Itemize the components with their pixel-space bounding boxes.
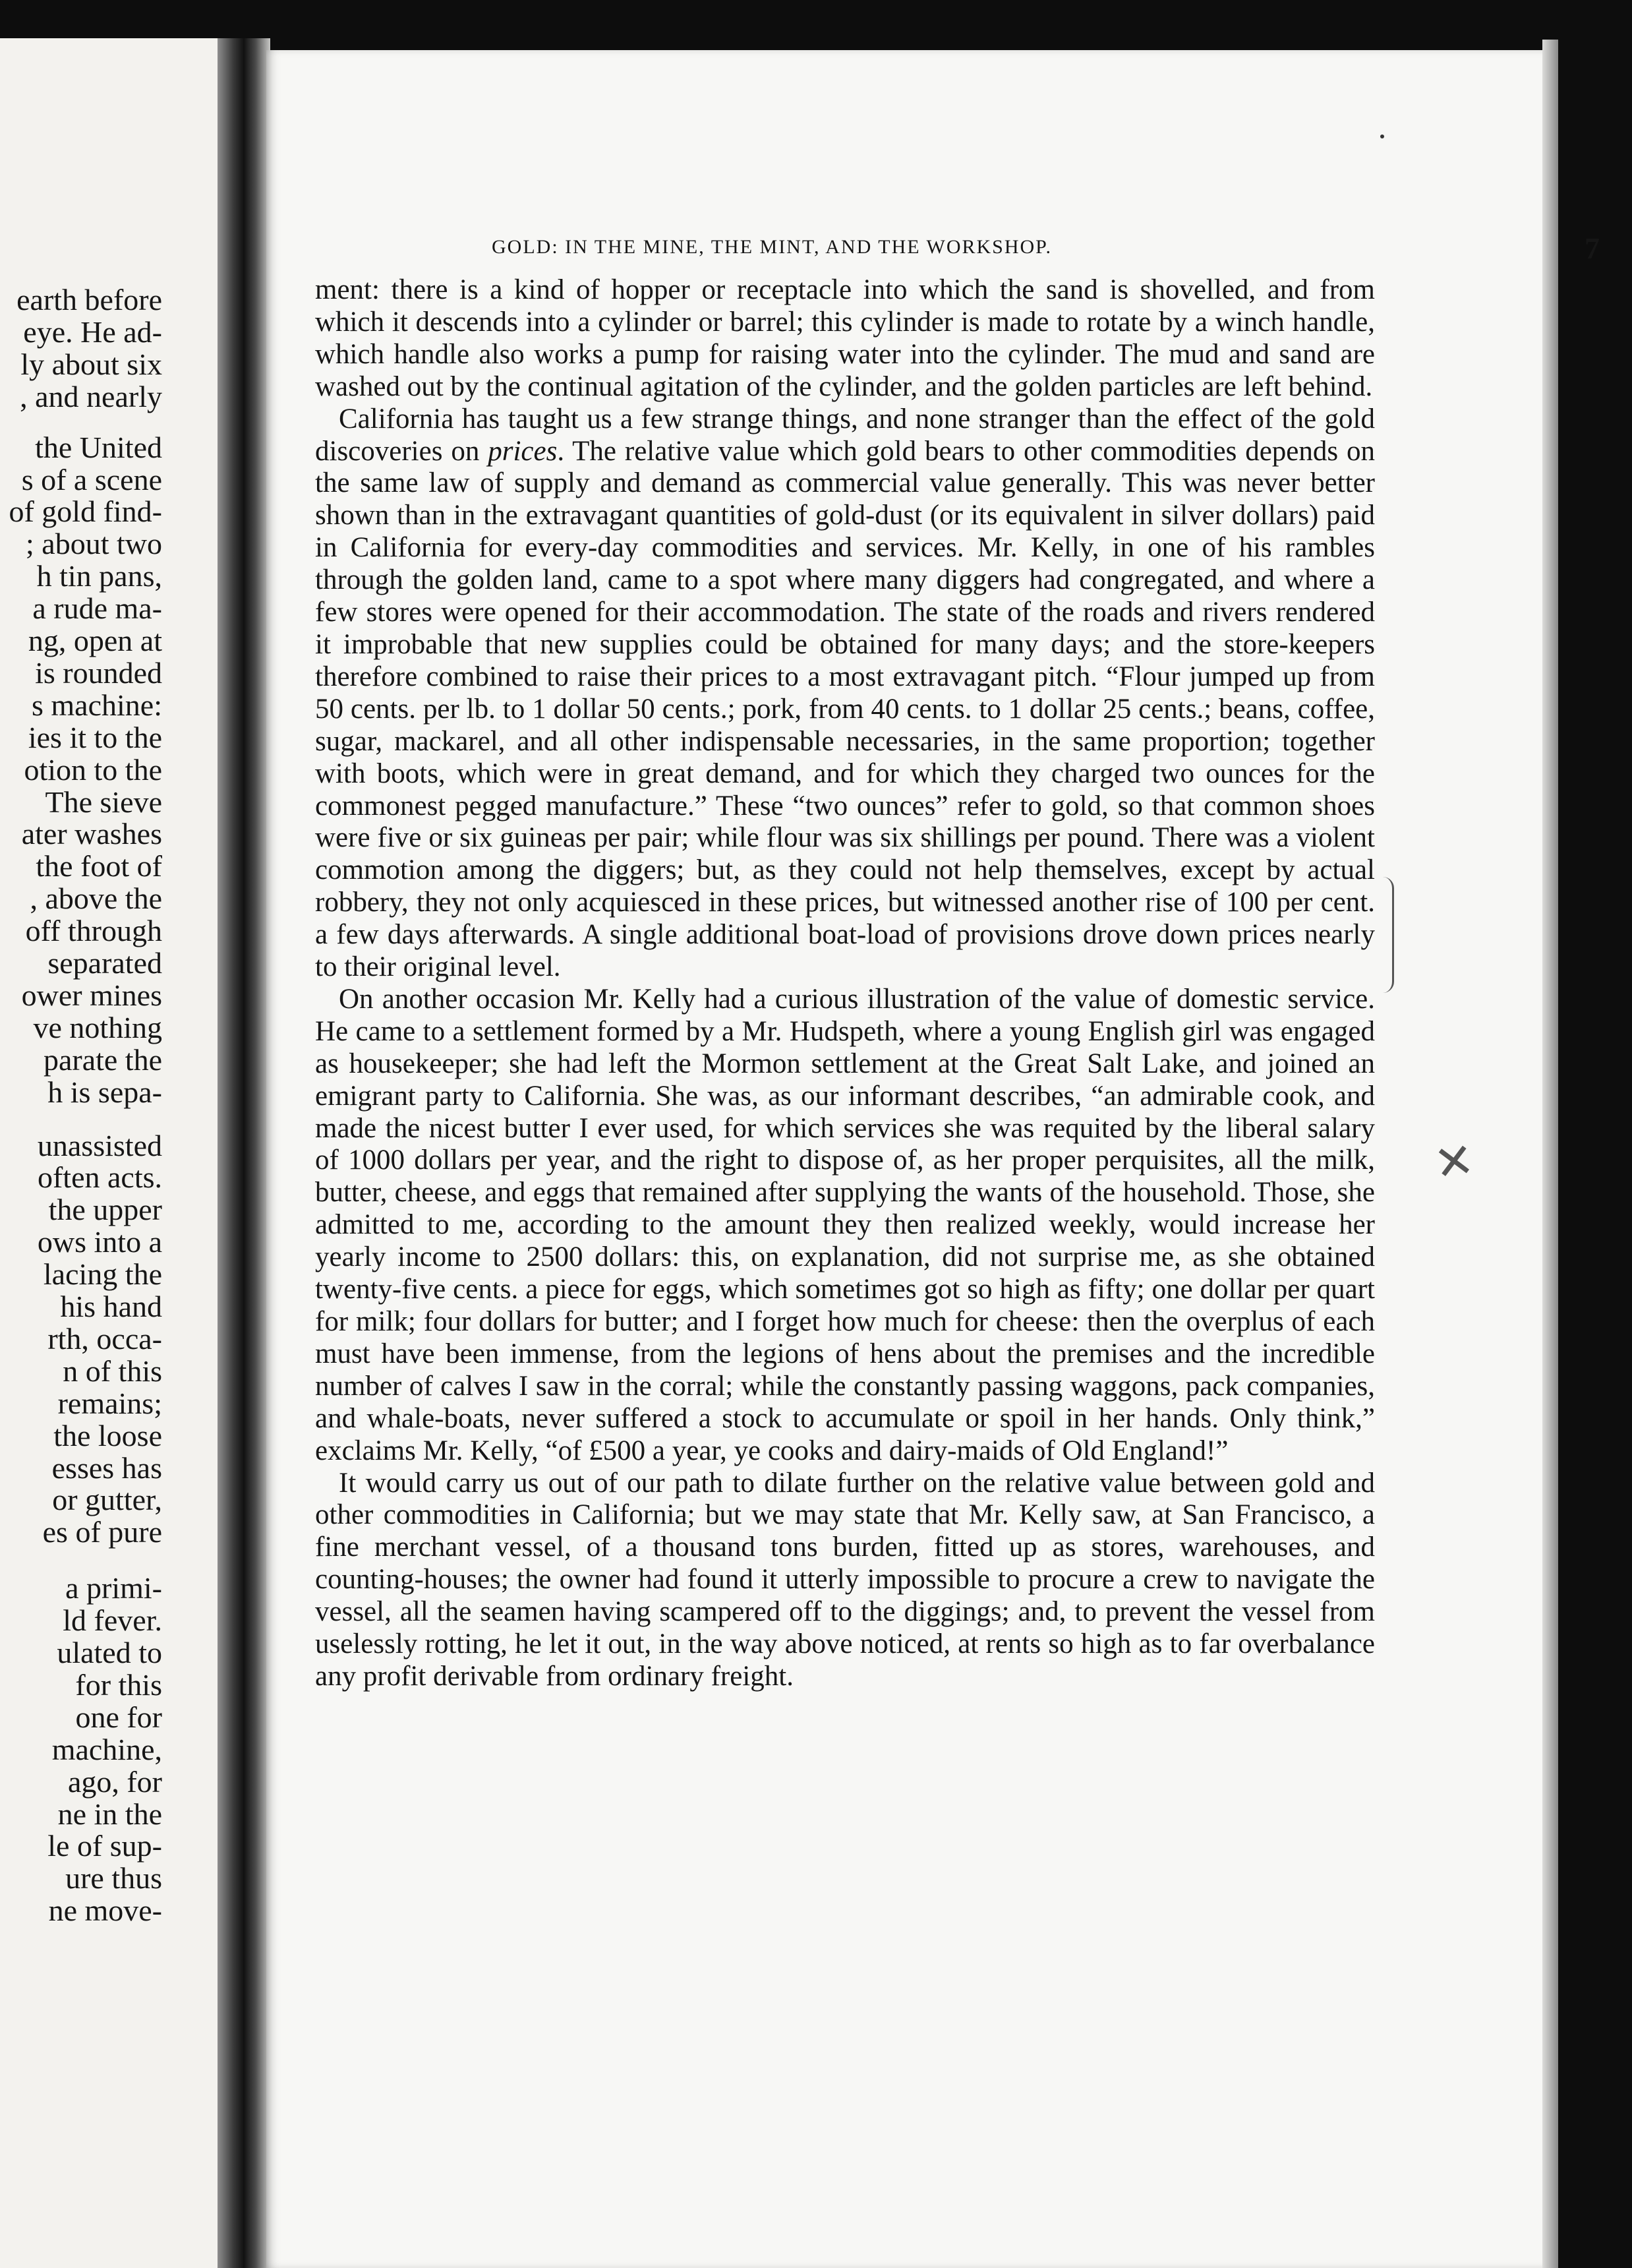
paragraph: California has taught us a few strange things, and none stranger than the effect of the gold discoveries on prices. The relative value which gold bears to other commodities depends on the same law of supply and demand as commercial value generally. This was never better shown than in the extravagant quantities of gold-dust (or its equivalent in silver dollars) paid in California for every-day commodities and services. Mr. Kelly, in one of his rambles through the golden land, came to a spot where many diggers had congregated, and where a few stores were opened for their accommodation. The state of the roads and rivers rendered it improbable that new supplies could be obtained for many days; and the store-keepers therefore combined to raise their prices to a most extravagant pitch. “Flour jumped up from 50 cents. per lb. to 1 dollar 50 cents.; pork, from 40 cents. to 1 dollar 25 cents.; beans, coffee, sugar, mackarel, and all other indispensable necessaries, in the same proportion; together with boots, which were in great demand, and for which they charged two ounces for the commonest pegged manufacture.” These “two ounces” refer to gold, so that common shoes were five or six guineas per pair; while flour was six shillings per pound. There was a violent commotion among the diggers; but, as they could not help themselves, except by actual robbery, they not only acquiesced in these prices, but witnessed another rise of 100 per cent. a few days afterwards. A single additional boat-load of provisions drove down prices nearly to their original level. [315,403,1375,983]
left-page-line: the upper [48,1193,162,1227]
left-page-line: rth, occa- [47,1321,162,1356]
left-page-line: off through [25,914,162,948]
left-page-line: remains; [57,1386,162,1420]
left-page-line: his hand [60,1290,162,1323]
left-page-line: n of this [63,1354,162,1388]
left-page-line: machine, [51,1732,162,1766]
left-page-line: h is sepa- [47,1075,162,1109]
left-page-line: of gold find- [9,494,162,529]
left-page-line: ater washes [21,817,162,851]
left-page-line: ld fever. [63,1603,162,1638]
margin-cross-mark: ✕ [1430,1131,1478,1192]
paragraph: On another occasion Mr. Kelly had a curious illustration of the value of domestic service. He came to a settlement formed by a Mr. Hudspeth, where a young English girl was engaged as housekeeper; she had left the Mormon settlement at the Great Salt Lake, and joined an emigrant party to California. She was, as our informant describes, “an admirable cook, and made the nicest butter I ever used, for which services she was requited by the liberal salary of 1000 dollars per year, and the right to dispose of, as her proper perquisites, all the milk, butter, cheese, and eggs that remained after supplying the wants of the household. Those, she admitted to me, according to the amount they then realized weekly, would increase her yearly income to 2500 dollars: this, on explanation, did not surprise me, as she obtained twenty-five cents. a piece for eggs, which sometimes got so high as fifty; one dollar per quart for milk; four dollars for butter; and I forget how much for cheese: then the overplus of each must have been immense, from the legions of hens about the premises and the incredible number of calves I saw in the corral; while the constantly passing waggons, pack companies, and whale-boats, never suffered a stock to accumulate or spoil in her hands. Only think,” exclaims Mr. Kelly, “of £500 a year, ye cooks and dairy-maids of Old England!” [315,983,1375,1466]
left-page-line: ure thus [65,1861,162,1895]
left-page-line: esses has [51,1450,162,1485]
left-page-line: s machine: [32,688,162,722]
right-page [266,50,1601,2268]
left-page-line: separated [47,946,162,980]
left-page-line: often acts. [37,1160,162,1195]
left-page-line: the loose [53,1418,162,1452]
left-page-line: ; about two [26,527,162,561]
left-page-line: the foot of [36,849,162,883]
left-page-line: ng, open at [28,624,162,657]
left-page-line: eye. He ad- [23,314,162,349]
left-page-line: The sieve [45,785,162,819]
left-page-line: ulated to [57,1636,162,1669]
left-page-line: parate the [43,1042,162,1077]
left-page-line: otion to the [24,752,162,787]
left-page-line: a primi- [65,1571,162,1605]
left-page-line: ows into a [37,1225,162,1259]
left-page-line: a rude ma- [32,591,162,626]
margin-dot-mark [1380,134,1384,138]
left-page-line: , above the [30,881,162,916]
left-page-line: unassisted [37,1128,162,1162]
left-page-line: , and nearly [20,379,162,413]
left-page-line: ly about six [20,347,162,381]
left-page-line: s of a scene [21,462,162,496]
left-page-line: or gutter, [52,1483,162,1517]
left-page-line: the United [35,430,162,464]
left-page-line: for this [75,1667,162,1702]
left-page-line: le of sup- [47,1829,162,1863]
left-page-line: earth before [16,283,162,316]
left-page-line: h tin pans, [36,559,162,593]
page-number: 7 [1585,231,1601,265]
margin-bracket-mark [1383,877,1394,993]
left-page-line: es of pure [42,1515,162,1549]
body-text [315,274,1375,1693]
binding-gutter [218,38,270,2268]
left-page-line: ower mines [21,978,162,1012]
left-page-line: lacing the [43,1257,162,1292]
left-page-line: ne in the [57,1797,162,1831]
left-page-line: is rounded [35,655,162,690]
paragraph: It would carry us out of our path to dilate further on the relative value between gold and other commodities in California; but we may state that Mr. Kelly saw, at San Francisco, a fine merchant vessel, of a thousand tons burden, fitted up as stores, warehouses, and counting-houses; the owner had found it utterly impossible to procure a crew to navigate the vessel, all the seamen having scampered off to the diggings; and, to prevent the vessel from uselessly rotting, he let it out, in the way above noticed, at rents so high as to far overbalance any profit derivable from ordinary freight. [315,1467,1375,1692]
left-page-line: ve nothing [33,1010,162,1044]
page-edge [1542,40,1558,2268]
paragraph: ment: there is a kind of hopper or receptacle into which the sand is shovelled, and from which it descends into a cylinder or barrel; this cylinder is made to rotate by a winch handle, which handle also works a pump for raising water into the cylinder. The mud and sand are washed out by the continual agitation of the cylinder, and the golden particles are left behind. [315,274,1375,402]
left-facing-page [0,38,232,2268]
left-page-line: ne move- [48,1894,162,1928]
left-page-line: ago, for [67,1764,162,1799]
left-page-line: ies it to the [28,720,162,754]
running-title: GOLD: IN THE MINE, THE MINT, AND THE WORKSHOP. [492,236,1053,258]
left-page-line: one for [75,1700,162,1734]
